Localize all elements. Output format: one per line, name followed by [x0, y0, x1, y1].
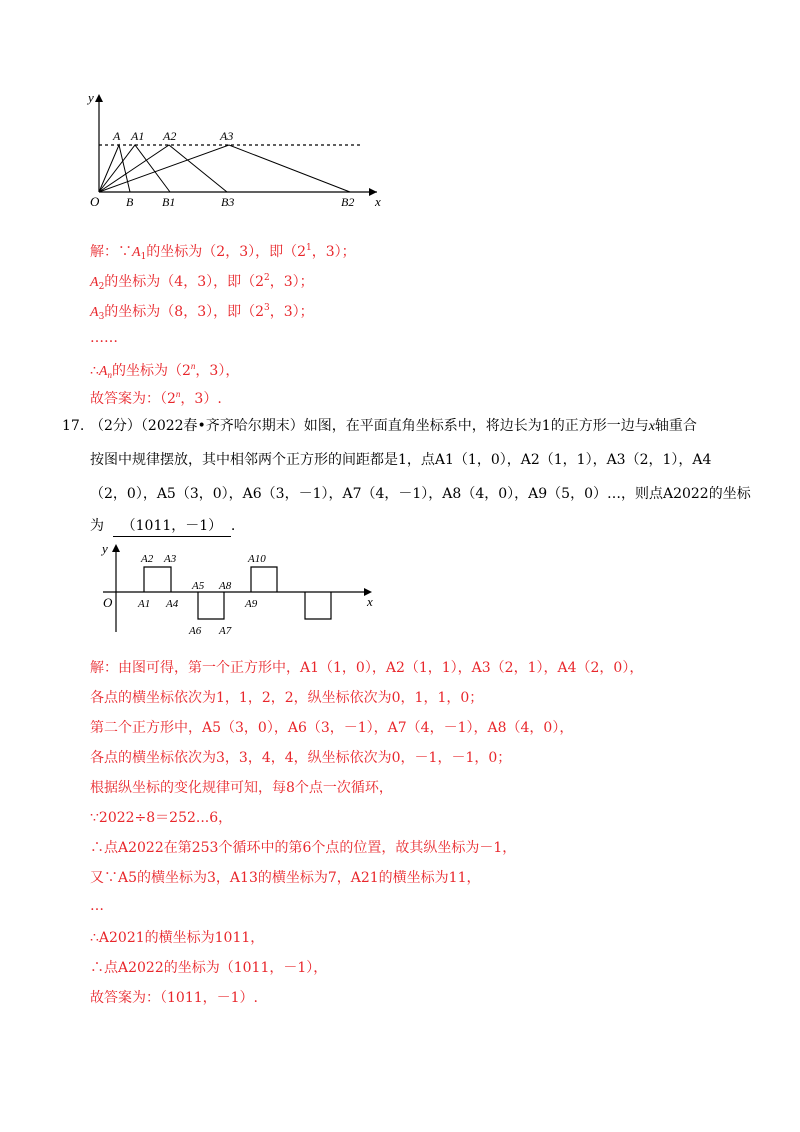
q17-line-1: （2分）（2022春•齐齐哈尔期末）如图，在平面直角坐标系中，将边长为1的正方形一边与x轴重合: [90, 418, 697, 434]
fig2-label-A6: A6: [189, 625, 202, 637]
sol17-line-10: ∴A2021的横坐标为1011，: [90, 930, 265, 946]
q17-line-2: 按图中规律摆放，其中相邻两个正方形的间距都是1，点A1（1，0），A2（1，1），A3（2，1），A4: [90, 452, 712, 468]
sol17-line-6: ∵2022÷8＝252...6，: [90, 810, 233, 826]
fig1-label-B1: B1: [162, 195, 176, 209]
fig1-origin: O: [90, 194, 100, 209]
sol17-line-11: ∴点A2022的坐标为（1011，－1），: [90, 960, 328, 976]
sol17-line-3: 第二个正方形中，A5（3，0），A6（3，－1），A7（4，－1），A8（4，0），: [90, 720, 574, 736]
sol17-line-4: 各点的横坐标依次为3，3，4，4，纵坐标依次为0，－1，－1，0；: [90, 750, 512, 766]
fig2-label-A3: A3: [164, 553, 177, 565]
fig2-label-A10: A10: [248, 553, 266, 565]
fig1-label-B3: B3: [221, 195, 235, 209]
fig2-y-label: y: [102, 541, 108, 556]
sol16-line-6: 故答案为：（2$^n$，3）.: [90, 389, 222, 407]
fig2-label-A9: A9: [245, 598, 258, 610]
fig2-label-A5: A5: [192, 580, 205, 592]
fig1-x-label: x: [375, 194, 381, 209]
sol17-line-12: 故答案为：（1011，－1）.: [90, 990, 258, 1006]
fig1-label-B2: B2: [341, 195, 355, 209]
sol17-line-9: …: [90, 898, 104, 914]
sol17-line-5: 根据纵坐标的变化规律可知，每8个点一次循环，: [90, 780, 393, 796]
fig2-x-label: x: [367, 594, 373, 609]
fig2-label-A8: A8: [219, 580, 232, 592]
q17-line-4: 为 （1011，－1） .: [90, 516, 235, 537]
fig1-label-A1: A1: [131, 129, 145, 143]
sol16-line-2: $A_2$的坐标为（4，3），即（$2^2$，3）；: [90, 273, 314, 292]
fig1-label-A2: A2: [163, 129, 177, 143]
sol17-line-8: 又∵A5的横坐标为3，A13的横坐标为7，A21的横坐标为11，: [90, 870, 481, 886]
sol16-line-3: $A_3$的坐标为（8，3），即（$2^3$，3）；: [90, 303, 314, 322]
q17-answer-blank: （1011，－1）: [113, 516, 231, 537]
sol17-line-7: ∴点A2022在第253个循环中的第6个点的位置，故其纵坐标为－1，: [90, 840, 517, 856]
fig2-origin: O: [103, 595, 113, 610]
figure-squares: [95, 540, 385, 640]
sol17-line-2: 各点的横坐标依次为1，1，2，2，纵坐标依次为0，1，1，0；: [90, 690, 484, 706]
fig1-label-A: A: [113, 129, 121, 143]
fig1-label-A3: A3: [220, 129, 234, 143]
fig2-label-A7: A7: [219, 625, 232, 637]
sol16-line-1: 解：$\because A_1$的坐标为（2，3），即（$2^1$，3）；: [90, 243, 356, 262]
figure-triangles: [85, 88, 395, 213]
sol17-line-1: 解：由图可得，第一个正方形中，A1（1，0），A2（1，1），A3（2，1），A4（2，0），: [90, 660, 644, 676]
q17-line-3: （2，0），A5（3，0），A6（3，－1），A7（4，－1），A8（4，0），A9（5，0）…，则点A2022的坐标: [90, 486, 751, 502]
sol16-line-4: ……: [90, 330, 118, 346]
fig2-label-A2: A2: [141, 553, 154, 565]
q17-number: 17.: [62, 418, 85, 434]
sol16-line-5: $\therefore A_n$的坐标为（2$^n$，3），: [90, 361, 240, 380]
fig1-y-label: y: [88, 90, 94, 105]
fig2-label-A1: A1: [138, 598, 151, 610]
fig1-label-B: B: [126, 195, 134, 209]
fig2-label-A4: A4: [166, 598, 179, 610]
